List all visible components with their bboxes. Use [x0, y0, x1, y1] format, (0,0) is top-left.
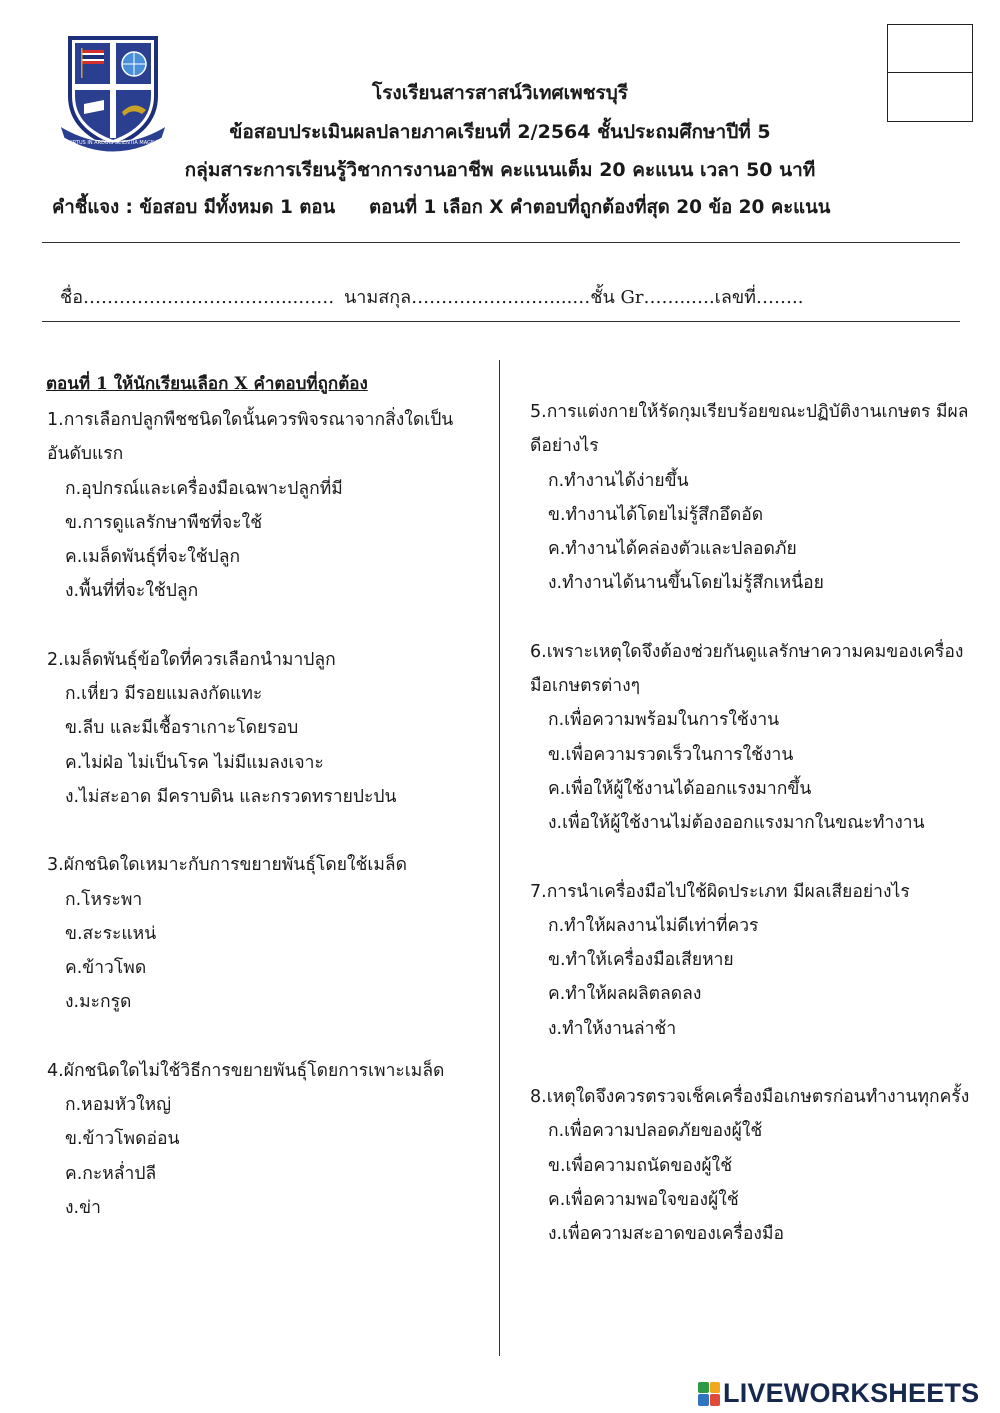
option[interactable]: ง.ทำงานได้นานขึ้นโดยไม่รู้สึกเหนื่อย: [548, 573, 824, 594]
option[interactable]: ก.เพื่อความปลอดภัยของผู้ใช้: [548, 1121, 763, 1142]
option[interactable]: ข.ทำงานได้โดยไม่รู้สึกอึดอัด: [548, 504, 764, 525]
question-5: [530, 395, 970, 601]
option[interactable]: ง.เพื่อให้ผู้ใช้งานไม่ต้องออกแรงมากในขณะทำงาน: [548, 813, 925, 834]
question-stem: 6.เพราะเหตุใดจึงต้องช่วยกันดูแลรักษาความคมของเครื่องมือเกษตรต่างๆ: [530, 641, 964, 697]
question-stem: 2.เมล็ดพันธุ์ข้อใดที่ควรเลือกนำมาปลูก: [47, 649, 336, 670]
option[interactable]: ข.การดูแลรักษาพืชที่จะใช้: [65, 512, 263, 533]
instructions-right: ตอนที่ 1 เลือก X คำตอบที่ถูกต้องที่สุด 20 ข้อ 20 คะแนน: [369, 197, 831, 218]
option[interactable]: ข.เพื่อความถนัดของผู้ใช้: [548, 1155, 733, 1176]
question-stem: 1.การเลือกปลูกพืชชนิดใดนั้นควรพิจรณาจากสิ่งใดเป็นอันดับแรก: [47, 410, 454, 465]
question-4: [47, 1054, 492, 1225]
liveworksheets-text: LIVEWORKSHEETS: [723, 1378, 980, 1408]
option[interactable]: ก.หอมหัวใหญ่: [65, 1095, 172, 1116]
option[interactable]: ก.ทำให้ผลงานไม่ดีเท่าที่ควร: [548, 915, 759, 936]
divider-bottom: [42, 321, 960, 322]
option[interactable]: ง.ไม่สะอาด มีคราบดิน และกรวดทรายปะปน: [65, 786, 397, 807]
svg-text:VIRTUS IN ARDUIS SCIENTIA MAGN: VIRTUS IN ARDUIS SCIENTIA MAGNA: [67, 140, 159, 146]
question-stem: 3.ผักชนิดใดเหมาะกับการขยายพันธุ์โดยใช้เมล็ด: [47, 855, 407, 876]
school-name: โรงเรียนสารสาสน์วิเทศเพชรบุรี: [372, 82, 628, 104]
option[interactable]: ข.สะระแหน่: [65, 923, 157, 944]
divider-top: [42, 242, 960, 243]
questions-right-column: [530, 395, 970, 1286]
liveworksheets-mark-icon: [698, 1382, 720, 1406]
question-8: [530, 1080, 970, 1251]
option[interactable]: ค.กะหล่ำปลี: [65, 1163, 157, 1184]
option[interactable]: ง.ข่า: [65, 1197, 101, 1218]
score-box-top: [888, 25, 972, 73]
option[interactable]: ข.ทำให้เครื่องมือเสียหาย: [548, 950, 734, 971]
question-stem: 7.การนำเครื่องมือไปใช้ผิดประเภท มีผลเสียอย่างไร: [530, 881, 910, 902]
surname-class-field[interactable]: นามสกุล……………………...…ชั้น Gr……..….เลขที่……..: [343, 287, 804, 308]
question-7: [530, 875, 970, 1046]
option[interactable]: ง.ทำให้งานล่าช้า: [548, 1018, 677, 1039]
option[interactable]: ก.อุปกรณ์และเครื่องมือเฉพาะปลูกที่มี: [65, 478, 343, 499]
exam-title: ข้อสอบประเมินผลปลายภาคเรียนที่ 2/2564 ชั้นประถมศึกษาปีที่ 5: [229, 121, 771, 143]
question-6: [530, 635, 970, 841]
instructions-left: คำชี้แจง : ข้อสอบ มีทั้งหมด 1 ตอน: [52, 197, 336, 218]
option[interactable]: ข.เพื่อความรวดเร็วในการใช้งาน: [548, 744, 794, 765]
question-1: [47, 403, 492, 609]
option[interactable]: ง.พื้นที่ที่จะใช้ปลูก: [65, 581, 199, 602]
option[interactable]: ก.เหี่ยว มีรอยแมลงกัดแทะ: [65, 684, 263, 705]
option[interactable]: ค.ทำให้ผลผลิตลดลง: [548, 984, 702, 1005]
questions-left-column: [47, 403, 492, 1259]
question-2: [47, 643, 492, 814]
option[interactable]: ก.โหระพา: [65, 889, 143, 910]
option[interactable]: ค.ข้าวโพด: [65, 958, 147, 979]
column-divider: [499, 360, 500, 1356]
option[interactable]: ค.ไม่ฝ่อ ไม่เป็นโรค ไม่มีแมลงเจาะ: [65, 752, 324, 773]
option[interactable]: ก.เพื่อความพร้อมในการใช้งาน: [548, 710, 780, 731]
option[interactable]: ข.ข้าวโพดอ่อน: [65, 1129, 180, 1150]
question-stem: 4.ผักชนิดใดไม่ใช้วิธีการขยายพันธุ์โดยการเพาะเมล็ด: [47, 1060, 445, 1081]
option[interactable]: ง.เพื่อความสะอาดของเครื่องมือ: [548, 1224, 785, 1245]
liveworksheets-logo: [698, 1378, 979, 1409]
option[interactable]: ค.เมล็ดพันธุ์ที่จะใช้ปลูก: [65, 547, 241, 568]
student-info-row: [60, 282, 807, 311]
instructions: [52, 193, 830, 222]
option[interactable]: ข.ลีบ และมีเชื้อราเกาะโดยรอบ: [65, 718, 299, 739]
option[interactable]: ค.เพื่อให้ผู้ใช้งานได้ออกแรงมากขึ้น: [548, 778, 812, 799]
question-3: [47, 848, 492, 1019]
option[interactable]: ค.ทำงานได้คล่องตัวและปลอดภัย: [548, 539, 797, 560]
option[interactable]: ค.เพื่อความพอใจของผู้ใช้: [548, 1189, 739, 1210]
option[interactable]: ง.มะกรูด: [65, 992, 132, 1013]
subject-line: กลุ่มสาระการเรียนรู้วิชาการงานอาชีพ คะแนนเต็ม 20 คะแนน เวลา 50 นาที: [184, 159, 816, 181]
name-field[interactable]: ชื่อ……………………………...……: [60, 287, 335, 308]
part-title: ตอนที่ 1 ให้นักเรียนเลือก X คำตอบที่ถูกต้อง: [46, 374, 368, 394]
question-stem: 5.การแต่งกายให้รัดกุมเรียบร้อยขณะปฏิบัติงานเกษตร มีผลดีอย่างไร: [530, 402, 969, 457]
question-stem: 8.เหตุใดจึงควรตรวจเช็คเครื่องมือเกษตรก่อนทำงานทุกครั้ง: [530, 1087, 970, 1108]
option[interactable]: ก.ทำงานได้ง่ายขึ้น: [548, 470, 689, 491]
